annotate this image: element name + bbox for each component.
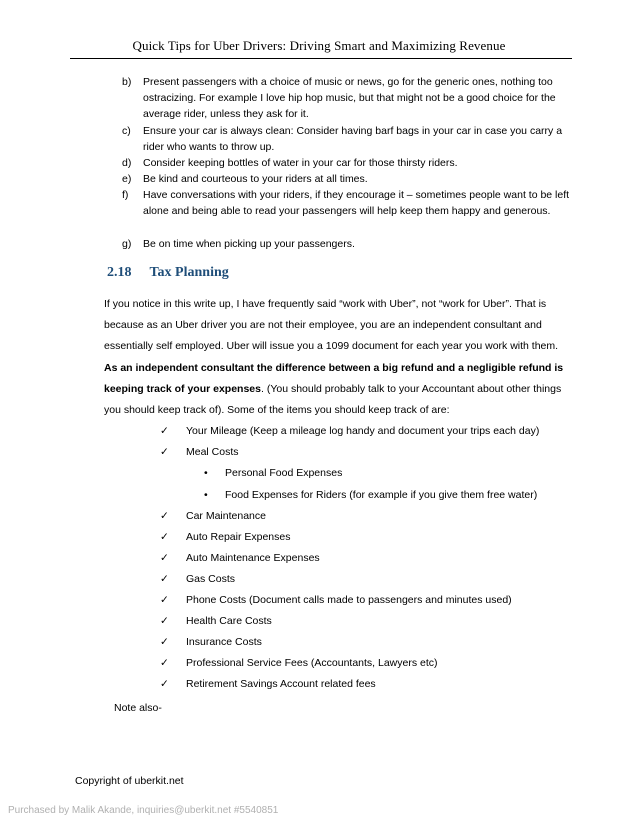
checkmark-icon: ✓ xyxy=(160,657,169,669)
checkmark-icon: ✓ xyxy=(160,615,169,627)
expense-item-mileage xyxy=(160,424,539,438)
expense-label: Car Maintenance xyxy=(186,510,266,522)
header-divider xyxy=(70,58,572,59)
expense-item-car-maintenance xyxy=(160,509,266,523)
expense-label: Insurance Costs xyxy=(186,636,262,648)
checkmark-icon: ✓ xyxy=(160,678,169,690)
list-item-b xyxy=(122,74,572,122)
expense-item-health-care xyxy=(160,614,272,628)
checkmark-icon: ✓ xyxy=(160,510,169,522)
section-title: Tax Planning xyxy=(149,265,229,280)
list-text: Consider keeping bottles of water in your car for those thirsty riders. xyxy=(143,157,458,169)
list-marker: f) xyxy=(122,189,129,201)
list-text: Be on time when picking up your passengers. xyxy=(143,238,355,250)
list-item-d xyxy=(122,155,572,171)
list-text: Present passengers with a choice of music or news, go for the generic ones, nothing too ostracizing. For example I love hip hop music, but that might not be a good choice for the average rider, unless they ask for it. xyxy=(143,76,556,120)
meal-subitem-personal xyxy=(204,466,342,480)
section-number: 2.18 xyxy=(107,265,132,280)
list-item-c xyxy=(122,123,572,155)
list-item-e xyxy=(122,171,572,187)
expense-label: Auto Repair Expenses xyxy=(186,531,291,543)
purchase-watermark: Purchased by Malik Akande, inquiries@uberkit.net #5540851 xyxy=(8,805,279,816)
expense-item-phone xyxy=(160,593,512,607)
expense-item-auto-maintenance xyxy=(160,551,320,565)
checkmark-icon: ✓ xyxy=(160,446,169,458)
expense-item-meal xyxy=(160,445,239,459)
checkmark-icon: ✓ xyxy=(160,425,169,437)
list-marker: c) xyxy=(122,125,131,137)
note-text: Note also- xyxy=(114,702,162,714)
list-marker: e) xyxy=(122,173,132,185)
list-text: Have conversations with your riders, if they encourage it – sometimes people want to be left alone and being able to read your passengers will help keep them happy and generous. xyxy=(143,189,570,217)
checkmark-icon: ✓ xyxy=(160,573,169,585)
list-marker: b) xyxy=(122,76,132,88)
section-heading xyxy=(107,265,229,281)
expense-label: Gas Costs xyxy=(186,573,236,585)
expense-item-insurance xyxy=(160,635,262,649)
page-header-title: Quick Tips for Uber Drivers: Driving Smart and Maximizing Revenue xyxy=(132,38,506,53)
expense-item-professional-fees xyxy=(160,656,438,670)
paragraph-text-2: . (You should probably talk to your Accountant about other things you should keep track of). Some of the items you should keep track of are: xyxy=(104,382,562,417)
expense-label: Professional Service Fees (Accountants, Lawyers etc) xyxy=(186,657,438,669)
tax-planning-paragraph xyxy=(104,294,574,421)
expense-item-gas xyxy=(160,572,235,586)
subitem-label: Personal Food Expenses xyxy=(225,467,343,479)
list-item-f xyxy=(122,187,572,219)
list-text: Be kind and courteous to your riders at all times. xyxy=(143,173,368,185)
list-text: Ensure your car is always clean: Consider having barf bags in your car in case you carry a rider who wants to throw up. xyxy=(143,125,563,153)
checkmark-icon: ✓ xyxy=(160,531,169,543)
list-marker: g) xyxy=(122,238,132,250)
expense-label: Retirement Savings Account related fees xyxy=(186,678,376,690)
paragraph-bold-text: As an independent consultant the difference between a big refund and a negligible refund is keeping track of your expenses xyxy=(104,361,564,395)
checkmark-icon: ✓ xyxy=(160,594,169,606)
expense-item-auto-repair xyxy=(160,530,290,544)
bullet-icon: • xyxy=(204,489,208,501)
expense-label: Health Care Costs xyxy=(186,615,272,627)
expense-item-retirement xyxy=(160,677,376,691)
paragraph-text-1: If you notice in this write up, I have frequently said “work with Uber”, not “work for Uber”. That is because as an Uber driver you are not their employee, you are an independent consultant and essentially self employed. Uber will issue you a 1099 document for each year you work with them. xyxy=(104,298,559,353)
list-marker: d) xyxy=(122,157,132,169)
expense-label: Your Mileage (Keep a mileage log handy and document your trips each day) xyxy=(186,425,540,437)
expense-label: Meal Costs xyxy=(186,446,239,458)
expense-label: Auto Maintenance Expenses xyxy=(186,552,320,564)
bullet-icon: • xyxy=(204,467,208,479)
expense-label: Phone Costs (Document calls made to passengers and minutes used) xyxy=(186,594,512,606)
subitem-label: Food Expenses for Riders (for example if you give them free water) xyxy=(225,489,538,501)
copyright-text: Copyright of uberkit.net xyxy=(75,775,184,787)
checkmark-icon: ✓ xyxy=(160,552,169,564)
checkmark-icon: ✓ xyxy=(160,636,169,648)
meal-subitem-riders xyxy=(204,488,537,502)
list-item-g xyxy=(122,236,572,252)
